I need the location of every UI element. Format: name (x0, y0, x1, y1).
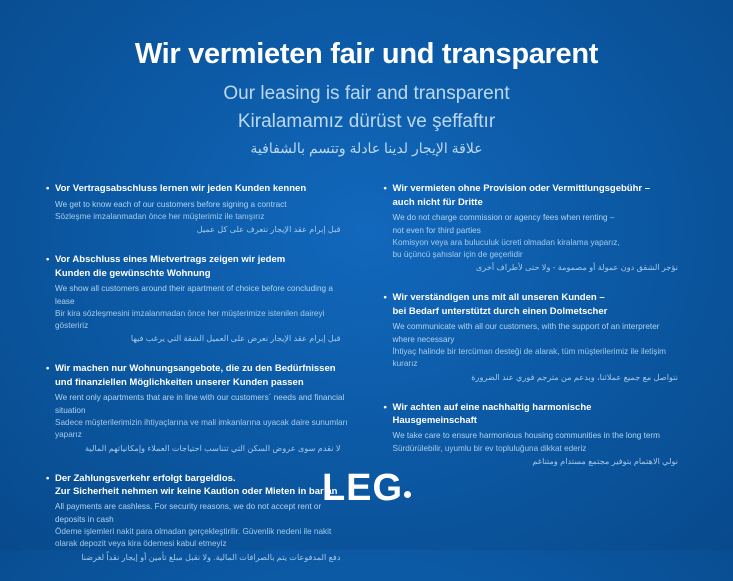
right-column (384, 182, 688, 580)
leg-logo-text: LEG (321, 467, 404, 509)
block-line-en: We do not charge commission or agency fees when renting – not even for third parties (392, 213, 615, 235)
block-title: • Wir verständigen uns mit all unseren Kunden – bei Bedarf unterstützt durch einen Dolmetscher (384, 291, 688, 318)
block-line-ar: قبل إبرام عقد الإيجار نعرض على العميل الشقة التي يرغب فيها (130, 334, 341, 344)
list-item (384, 291, 688, 384)
block-line-tr: Ödeme işlemleri nakit para olmadan gerçekleştirilir. Güvenlik nedeni ile nakit olarak depozit veya kira ödemesi kabul etmeyiz (55, 527, 332, 549)
page-subtitle-en: Our leasing is fair and transparent (223, 83, 510, 105)
list-item (384, 401, 688, 470)
block-title: • Wir achten auf eine nachhaltig harmonische Hausgemeinschaft (384, 401, 688, 428)
block-title: • Vor Vertragsabschluss lernen wir jeden Kunden kennen (46, 182, 350, 195)
left-column (46, 182, 350, 580)
block-line-ar: لا نقدم سوى عروض السكن التي تتناسب احتياجات العملاء وإمكانياتهم المالية (85, 443, 341, 453)
block-line-tr: Sadece müşterilerimizin ihtiyaçlarına ve mali imkanlarına uyacak daire sunumları yaparız (55, 417, 348, 440)
block-title: • Wir vermieten ohne Provision oder Vermittlungsgebühr – auch nicht für Dritte (384, 182, 688, 209)
page-subtitle-tr: Kiralamamız dürüst ve şeffaftır (237, 111, 496, 133)
logo-area (0, 467, 733, 510)
list-item (46, 182, 350, 237)
block-line-tr: Sözleşme imzalanmadan önce her müşterimiz ile tanışırız (55, 212, 265, 222)
block-line-en: We communicate with all our customers, with the support of an interpreter where necessary (392, 322, 660, 344)
list-item (46, 253, 350, 346)
block-line-ar: دفع المدفوعات يتم بالصرافات المالية. ولا نقبل مبلغ تأمين أو إيجار نقداً لغرضنا (81, 552, 341, 562)
block-line-tr: Komisyon veya ara buluculuk ücreti olmadan kiralama yaparız, bu üçüncü şahıslar için de geçerlidir (392, 237, 620, 260)
block-line-ar: نولي الاهتمام بتوفير مجتمع مستدام ومتناغم (532, 457, 678, 467)
block-line-tr: İhtiyaç halinde bir tercüman desteği de alarak, tüm müşterilerimiz ile iletişim kurarız (392, 346, 666, 369)
block-title: • Der Zahlungsverkehr erfolgt bargeldlos. Zur Sicherheit nehmen wir keine Kaution oder Mieten in bar an (46, 472, 350, 499)
block-line-en: We get to know each of our customers before signing a contract (55, 199, 287, 209)
headings-block (0, 0, 733, 158)
block-line-ar: نتواصل مع جميع عملائنا، وبدعم من مترجم فوري عند الضرورة (471, 372, 678, 382)
block-line-ar: نؤجر الشقق دون عمولة أو مصمومة - ولا حتى لأطراف أخرى (475, 263, 678, 273)
block-line-en: We take care to ensure harmonious housing communities in the long term (392, 431, 660, 441)
block-line-en: All payments are cashless. For security reasons, we do not accept rent or deposits in cash (55, 502, 322, 524)
list-item (46, 362, 350, 455)
block-line-ar: قبل إبرام عقد الإيجار نتعرف على كل عميل (196, 225, 341, 235)
block-line-tr: Bir kira sözleşmesini imzalanmadan önce her müşterimize istenilen daireyi gösteririz (55, 308, 325, 331)
page-title: Wir vermieten fair und transparent (134, 38, 599, 70)
block-line-en: We rent only apartments that are in line with our customers´ needs and financial situation (55, 393, 345, 415)
leg-logo (322, 467, 411, 510)
block-title: • Wir machen nur Wohnungsangebote, die zu den Bedürfnissen und finanziellen Möglichkeiten unserer Kunden passen (46, 362, 350, 389)
list-item (384, 182, 688, 275)
leg-logo-dot (404, 491, 411, 498)
block-title: • Vor Abschluss eines Mietvertrags zeigen wir jedem Kunden die gewünschte Wohnung (46, 253, 350, 280)
block-line-tr: Sürdürülebilir, uyumlu bir ev topluluğuna dikkat ederiz (392, 443, 587, 453)
content-columns (0, 158, 733, 580)
block-line-en: We show all customers around their apartment of choice before concluding a lease (55, 284, 333, 306)
page-subtitle-ar: علاقة الإيجار لدينا عادلة وتتسم بالشفافية (250, 139, 483, 156)
